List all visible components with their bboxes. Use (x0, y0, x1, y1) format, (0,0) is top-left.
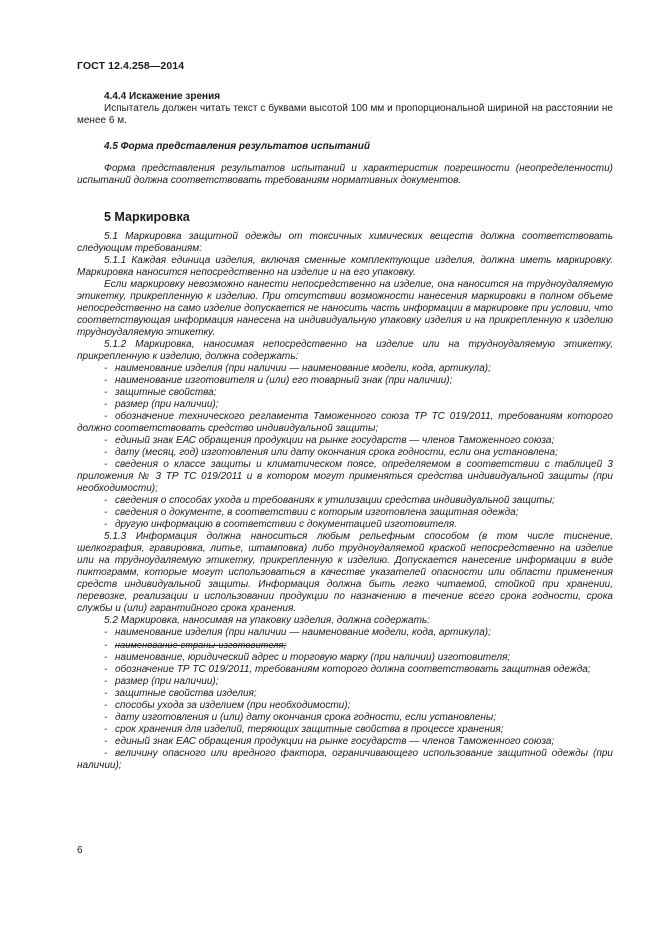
list-item: - единый знак ЕАС обращения продукции на рынке государств — членов Таможенного союза; (104, 736, 555, 747)
paragraph-5-1: 5.1 Маркировка защитной одежды от токсичных химических веществ должна соответствовать следующим требованиям: (77, 231, 613, 254)
list-item: - наименование изделия (при наличии — наименование модели, кода, артикула); (104, 627, 491, 638)
list-item: - сведения о классе защиты и климатическом поясе, определяемом в соответствии с таблицей 3 приложения № 3 ТР ТС 019/2011 и в котором могут применяться средства индивидуальной защиты (при необходимости); (77, 459, 613, 494)
paragraph-4-4-4: Испытатель должен читать текст с буквами высотой 100 мм и пропорциональной шириной на расстоянии не менее 6 м. (77, 103, 613, 126)
paragraph-5-2: 5.2 Маркировка, наносимая на упаковку изделия, должна содержать: (104, 615, 430, 626)
heading-4-4-4: 4.4.4 Искажение зрения (104, 91, 221, 102)
page-number: 6 (77, 845, 83, 856)
paragraph-5-1-3: 5.1.3 Информация должна наноситься любым рельефным способом (в том числе тиснение, шелкография, гравировка, литье, штамповка) либо трудноудаляемой краской непосредственно на изделие или на трудноудаляемую этикетку, прикрепленную к изделию. Допускается нанесение информации в виде пиктограмм, которые могут использоваться в качестве указателей опасности или области применения средств индивидуальной защиты. Информация должна быть легко читаемой, стойкой при хранении, перевозке, реализации и использовании продукции по назначению в течение всего срока годности, срока службы и (или) гарантийного срока хранения. (77, 531, 613, 614)
list-item: - защитные свойства изделия; (104, 688, 257, 699)
paragraph-5-1-2: 5.1.2 Маркировка, наносимая непосредственно на изделие или на трудноудаляемую этикетку, прикрепленную к изделию, должна содержать: (77, 339, 613, 362)
list-item: - сведения о документе, в соответствии с которым изготовлена защитная одежда; (104, 507, 519, 518)
page-header-standard-number: ГОСТ 12.4.258—2014 (77, 60, 185, 72)
list-5-1-2 (77, 363, 613, 531)
section-5-heading: 5 Маркировка (104, 210, 190, 224)
list-item: - размер (при наличии); (104, 399, 219, 410)
list-item: - сведения о способах ухода и требованиях к утилизации средства индивидуальной защиты; (104, 495, 555, 506)
paragraph-5-1-1-b: Если маркировку невозможно нанести непосредственно на изделие, она наносится на трудноудаляемую этикетку, прикрепленную к изделию. При отсутствии возможности нанесения маркировки в полном объеме непосредственно на само изделие допускается не наносить часть информации в маркировке при условии, что соответствующая информация нанесена на индивидуальную упаковку изделия и на прикрепленную к изделию трудноудаляемую этикетку. (77, 279, 613, 338)
list-item: - наименование изделия (при наличии — наименование модели, кода, артикула); (104, 363, 491, 374)
list-item: - защитные свойства; (104, 387, 217, 398)
list-item: - наименование, юридический адрес и торговую марку (при наличии) изготовителя; (104, 652, 511, 663)
document-body (77, 91, 613, 772)
paragraph-4-5: Форма представления результатов испытаний и характеристик погрешности (неопределенности) испытаний должна соответствовать требованиям нормативных документов. (77, 163, 613, 186)
heading-4-5: 4.5 Форма представления результатов испытаний (104, 141, 370, 152)
list-item: - другую информацию в соответствии с документацией изготовителя. (104, 519, 458, 530)
list-item-struck: - наименование страны-изготовителя; (104, 640, 287, 651)
list-item: - размер (при наличии); (104, 676, 219, 687)
list-item: - обозначение технического регламента Таможенного союза ТР ТС 019/2011, требованиям которого должно соответствовать средство индивидуальной защиты; (77, 411, 613, 434)
list-item: - дату (месяц, год) изготовления или дату окончания срока годности, если она установлена; (104, 447, 558, 458)
paragraph-5-1-1: 5.1.1 Каждая единица изделия, включая сменные комплектующие изделия, должна иметь маркировку. Маркировка наносится непосредственно на изделие и на его упаковку. (77, 255, 613, 278)
list-item: - способы ухода за изделием (при необходимости); (104, 700, 351, 711)
list-item: - единый знак ЕАС обращения продукции на рынке государств — членов Таможенного союза; (104, 435, 555, 446)
list-item: - наименование изготовителя и (или) его товарный знак (при наличии); (104, 375, 453, 386)
list-item: - дату изготовления и (или) дату окончания срока годности, если установлены; (104, 712, 497, 723)
list-item: - величину опасного или вредного фактора, ограничивающего использование защитной одежды (при наличии); (77, 748, 613, 771)
list-item: - обозначение ТР ТС 019/2011, требованиям которого должна соответствовать защитная одежда; (104, 664, 591, 675)
list-5-2 (77, 627, 613, 772)
list-item: - срок хранения для изделий, теряющих защитные свойства в процессе хранения; (104, 724, 504, 735)
